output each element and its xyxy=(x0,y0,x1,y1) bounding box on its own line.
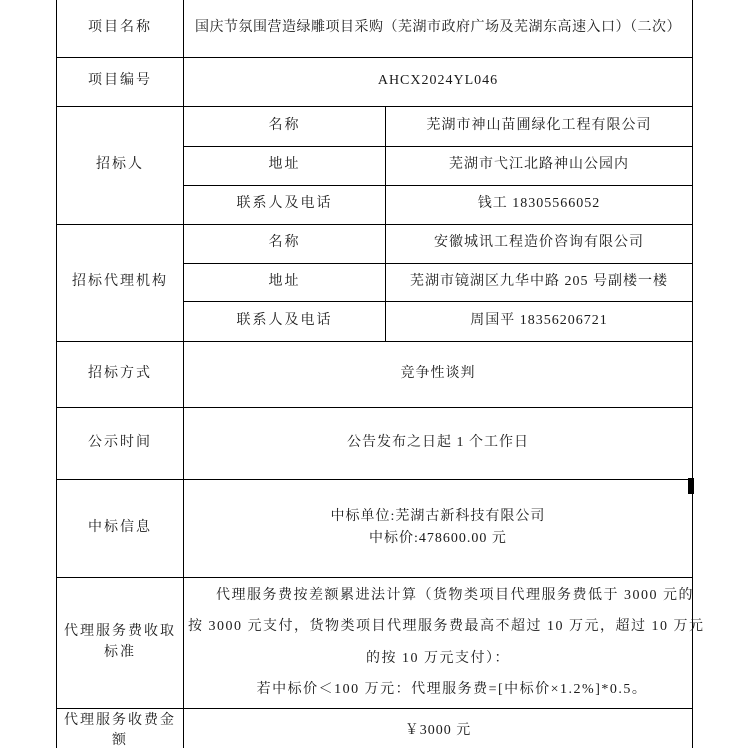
tenderer-name-label: 名称 xyxy=(184,106,386,146)
tenderer-contact-value: 钱工 18305566052 xyxy=(386,185,693,224)
row-project-number xyxy=(57,57,693,106)
agency-fee-standard-value xyxy=(184,577,705,708)
award-info-value xyxy=(184,479,693,577)
agency-label: 招标代理机构 xyxy=(57,224,184,341)
award-info-label: 中标信息 xyxy=(57,479,184,577)
tenderer-address-label: 地址 xyxy=(184,146,386,185)
publicity-period-value: 公告发布之日起 1 个工作日 xyxy=(184,407,693,479)
tenderer-address-value: 芜湖市弋江北路神山公园内 xyxy=(386,146,693,185)
tender-method-label: 招标方式 xyxy=(57,341,184,407)
agency-name-value: 安徽城讯工程造价咨询有限公司 xyxy=(386,224,693,263)
award-winner-line: 中标单位:芜湖古新科技有限公司 xyxy=(330,509,546,524)
tenderer-name-value: 芜湖市神山苗圃绿化工程有限公司 xyxy=(386,106,693,146)
project-number-value: AHCX2024YL046 xyxy=(184,57,693,106)
row-tender-method xyxy=(57,341,693,407)
tenderer-label: 招标人 xyxy=(57,106,184,224)
agency-fee-standard-label: 代理服务费收取标准 xyxy=(57,577,184,708)
row-award-info xyxy=(57,479,693,577)
fee-standard-line-1: 代理服务费按差额累进法计算（货物类项目代理服务费低于 3000 元的 xyxy=(216,587,694,603)
publicity-period-label: 公示时间 xyxy=(57,407,184,479)
agency-contact-label: 联系人及电话 xyxy=(184,301,386,341)
agency-address-value: 芜湖市镜湖区九华中路 205 号副楼一楼 xyxy=(386,263,693,301)
agency-contact-value: 周国平 18356206721 xyxy=(386,301,693,341)
row-tenderer-name xyxy=(57,106,693,146)
row-agency-name xyxy=(57,224,693,263)
fee-standard-line-3: 的按 10 万元支付）： xyxy=(366,650,510,666)
agency-address-label: 地址 xyxy=(184,263,386,301)
row-agency-fee-standard xyxy=(57,577,693,708)
row-publicity-period xyxy=(57,407,693,479)
tender-info-table xyxy=(56,0,705,748)
right-edge-artifact-mark xyxy=(688,478,694,494)
agency-fee-amount-label: 代理服务收费金额 xyxy=(57,708,184,748)
tenderer-contact-label: 联系人及电话 xyxy=(184,185,386,224)
fee-standard-line-4: 若中标价＜100 万元：代理服务费=[中标价×1.2%]*0.5。 xyxy=(256,682,648,697)
tender-method-value: 竞争性谈判 xyxy=(184,341,693,407)
award-price-line: 中标价:478600.00 元 xyxy=(369,531,507,546)
row-project-name xyxy=(57,0,693,57)
agency-fee-amount-value: ￥3000 元 xyxy=(184,708,693,748)
fee-standard-line-2: 按 3000 元支付，货物类项目代理服务费最高不超过 10 万元，超过 10 万元 xyxy=(188,619,705,634)
project-name-label: 项目名称 xyxy=(57,0,184,57)
agency-name-label: 名称 xyxy=(184,224,386,263)
project-name-value: 国庆节氛围营造绿雕项目采购（芜湖市政府广场及芜湖东高速入口）（二次） xyxy=(184,0,693,57)
project-number-label: 项目编号 xyxy=(57,57,184,106)
row-agency-fee-amount xyxy=(57,708,693,748)
